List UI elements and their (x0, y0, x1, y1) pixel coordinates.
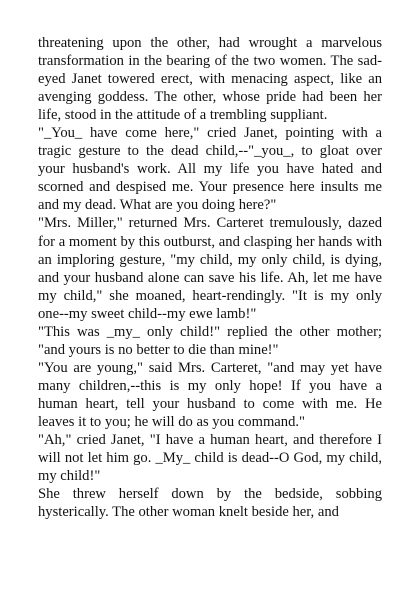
paragraph-3: "Mrs. Miller," returned Mrs. Carteret tremulously, dazed for a moment by this outburst, and clasping her hands with an imploring gesture, "my child, my only child, is dying, and your husband alone can save his life. Ah, let me have my child," she moaned, heart-rendingly. "It is my only one--my sweet child--my ewe lamb!" (38, 215, 382, 322)
page-text (38, 34, 382, 521)
paragraph-7: She threw herself down by the bedside, sobbing hysterically. The other woman knelt beside her, and (38, 486, 382, 521)
paragraph-4: "This was _my_ only child!" replied the other mother; "and yours is no better to die than mine!" (38, 323, 382, 358)
paragraph-2: "_You_ have come here," cried Janet, pointing with a tragic gesture to the dead child,--"_you_, to gloat over your husband's work. All my life you have hated and scorned and despised me. Your presence here insults me and my dead. What are you doing here?" (38, 125, 382, 214)
paragraph-5: "You are young," said Mrs. Carteret, "and may yet have many children,--this is my only hope! If you have a human heart, tell your husband to come with me. He leaves it to you; he will do as you command." (38, 359, 382, 430)
paragraph-6: "Ah," cried Janet, "I have a human heart, and therefore I will not let him go. _My_ child is dead--O God, my child, my child!" (38, 432, 382, 485)
paragraph-1: threatening upon the other, had wrought a marvelous transformation in the bearing of the two women. The sad-eyed Janet towered erect, with menacing aspect, like an avenging goddess. The other, whose pride had been her life, stood in the attitude of a trembling suppliant. (38, 35, 382, 124)
